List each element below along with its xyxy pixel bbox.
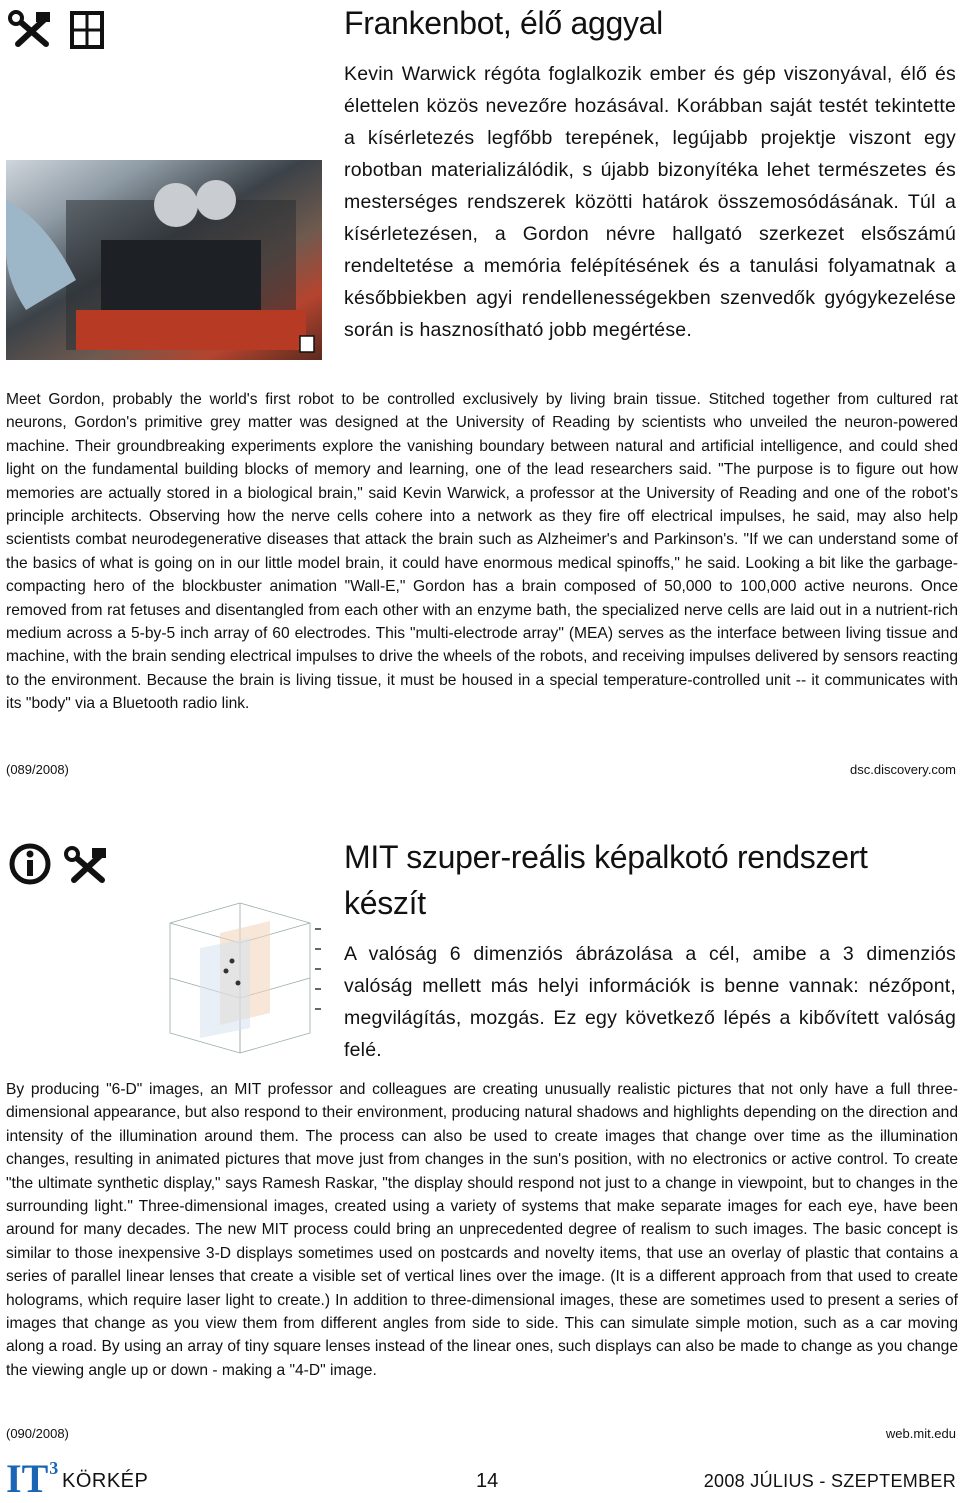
footer-magazine: KÖRKÉP: [62, 1470, 149, 1492]
article2-lead: A valóság 6 dimenziós ábrázolása a cél, amibe a 3 dimenziós valóság mellett más helyi információk is benne vannak: nézőpont, megvilágítás, mozgás. Ez egy következő lépés a kibővített valóság felé.: [344, 943, 956, 1061]
window-icon: [66, 10, 108, 55]
article1-lead: Kevin Warwick régóta foglalkozik ember és gép viszonyával, élő és élettelen közös nevezőre hozásával. Korábban saját testét tekintette a kísérletezés legfőbb terepének, legújabb projektje viszont egy robotban materializálódik, s újabb bizonyítéka lehet természetes és mesterséges rendszerek közötti határok összemosódásának. Túl a kísérletezésen, a Gordon névre hallgató szerkezet elsőszámú rendeltetése a memória felépítésének és a tanulási folyamatnak a későbbiekben agyi rendellenességekben szenvedők gyógykezelése során is hasznosítható jobb megértése.: [344, 63, 956, 341]
article2-issue: (090/2008): [6, 1426, 69, 1441]
info-icon: [8, 842, 52, 891]
footer-date: 2008 JÚLIUS - SZEPTEMBER: [703, 1471, 956, 1491]
footer-page-number: 14: [476, 1470, 499, 1492]
article1-issue: (089/2008): [6, 762, 69, 777]
tools-icon: [64, 846, 112, 891]
article2-body: By producing "6-D" images, an MIT professor and colleagues are creating unusually realistic pictures that not only have a full three-dimensional appearance, but also respond to their environment, producing natural shadows and highlights depending on the direction and intensity of the illumination around them. The process can also be used to create images that change over time as the illumination changes, resulting in animated pictures that move just from changes in the sun's position, with no electronics or active control. To create "the ultimate synthetic display," says Ramesh Raskar, "the display should respond not just to a change in viewpoint, but to changes in the surrounding light." Three-dimensional images, created using a variety of systems that make separate images for each eye, have been around for many decades. The new MIT process could bring an unprecedented degree of realism to such images. The basic concept is similar to those inexpensive 3-D displays sometimes used on postcards and novelty items, that use an overlay of plastic that contains a series of parallel linear lenses that create a visible set of vertical lines over the image. (It is a different approach from that used to create holograms, which require laser light to create.) In addition to three-dimensional images, these are sometimes used to present a series of images that change as you view them from different angles from side to side. This can simulate simple motion, such as a car moving along a road. By using an array of tiny square lenses instead of the linear ones, such displays can also be made to change as you change the viewing angle up or down - making a "4-D" image.: [6, 1081, 958, 1379]
article1-icons: [8, 10, 108, 55]
tools-icon: [8, 10, 56, 55]
article1-body: Meet Gordon, probably the world's first robot to be controlled exclusively by living brain tissue. Stitched together from cultured rat neurons, Gordon's primitive grey matter was designed at the University of Reading by scientists who unveiled the neuron-powered machine. Their groundbreaking experiments explore the vanishing boundary between natural and artificial intelligence, and could shed light on the fundamental building blocks of memory and learning, one of the lead researchers said. "The purpose is to figure out how memories are actually stored in a biological brain," said Kevin Warwick, a professor at the University of Reading and one of the robot's principle architects. Observing how the nerve cells cohere into a network as they fire off electrical impulses, he said, may also help scientists combat neurodegenerative diseases that attack the brain such as Alzheimer's and Parkinson's. "If we can understand some of the basics of what is going on in our little model brain, it could have enormous medical spinoffs," he said. Looking a bit like the garbage-compacting hero of the blockbuster animation "Wall-E," Gordon has a brain composed of 50,000 to 100,000 active neurons. Once removed from rat fetuses and disentangled from each other with an enzyme bath, the specialized nerve cells are laid out in a nutrient-rich medium across a 5-by-5 inch array of 60 electrodes. This "multi-electrode array" (MEA) serves as the interface between living tissue and machine, with the brain sending electrical impulses to drive the wheels of the robots, and receiving impulses delivered by sensors reacting to the environment. Because the brain is living tissue, it must be housed in a special temperature-controlled unit -- it communicates with its "body" via a Bluetooth radio link.: [6, 391, 958, 713]
footer-logo: [6, 1456, 59, 1501]
article2-source: web.mit.edu: [885, 1426, 956, 1441]
article2-title: MIT szuper-reális képalkotó rendszert készít: [344, 839, 868, 921]
article1-source: dsc.discovery.com: [850, 762, 956, 777]
lightfield-3d-figure: [160, 893, 326, 1060]
it-logo: IT 3: [6, 1456, 59, 1501]
article1-title: Frankenbot, élő aggyal: [344, 5, 663, 41]
article2-icons: [8, 842, 112, 891]
robot-photo: [6, 160, 322, 360]
